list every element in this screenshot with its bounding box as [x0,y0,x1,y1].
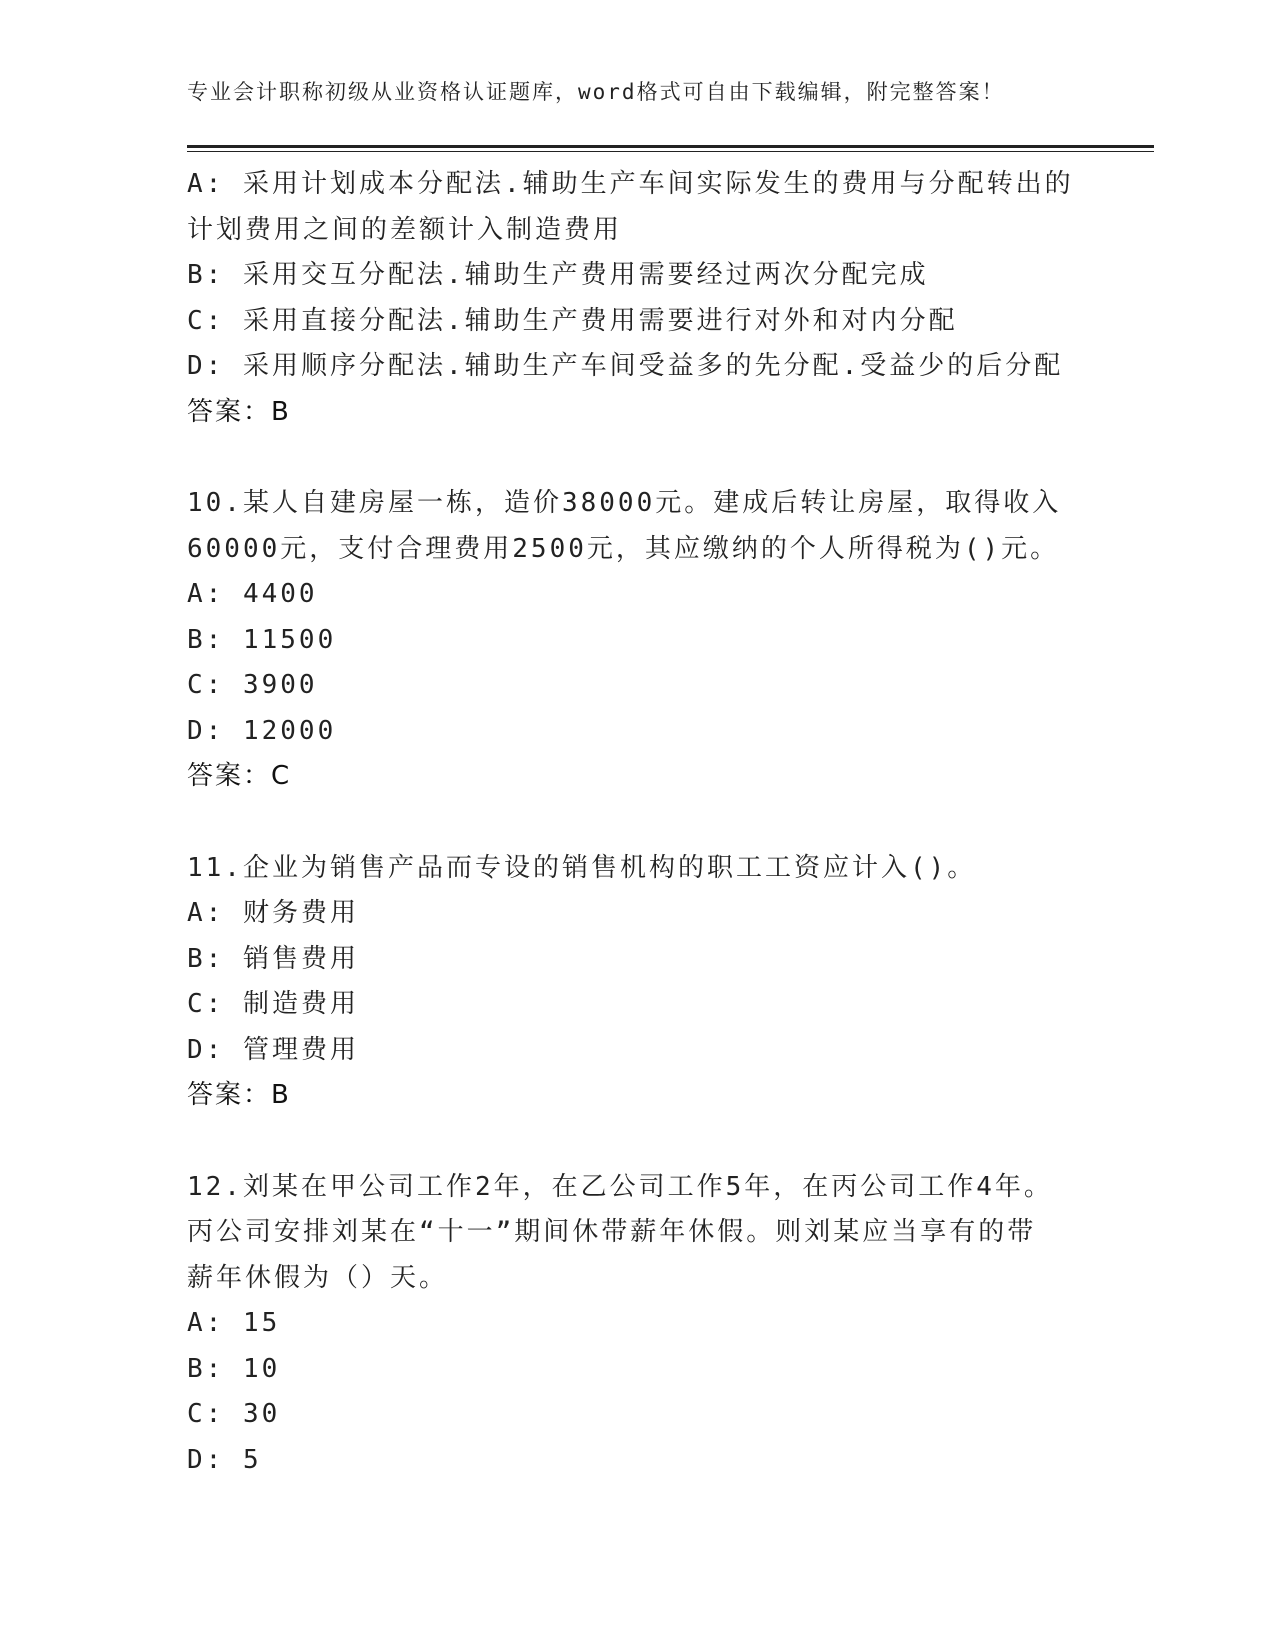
option-a: A: 15 [187,1308,281,1338]
spacer [187,1119,1087,1165]
question-stem-line-3: 薪年休假为（）天。 [187,1262,449,1293]
option-d: D: 12000 [187,715,337,746]
option-a-line-2: 计划费用之间的差额计入制造费用 [187,214,623,245]
option-a-line-1: A: 采用计划成本分配法.辅助生产车间实际发生的费用与分配转出的 [187,169,1074,199]
question-11 [187,846,1087,1119]
answer: 答案：C [187,761,292,791]
option-b: B: 销售费用 [187,943,359,974]
question-stem: 11.企业为销售产品而专设的销售机构的职工工资应计入()。 [187,852,977,883]
question-stem-line-2: 丙公司安排刘某在“十一”期间休带薪年休假。则刘某应当享有的带 [187,1217,1037,1247]
answer: 答案：B [187,396,291,427]
header-rule-thick [187,145,1154,148]
question-stem-line-1: 10.某人自建房屋一栋，造价38000元。建成后转让房屋，取得收入 [187,488,1062,518]
answer: 答案：B [187,1080,291,1110]
spacer [187,435,1087,481]
option-c: C: 3900 [187,670,318,700]
page-header: 专业会计职称初级从业资格认证题库，word格式可自由下载编辑，附完整答案！ [187,80,1005,104]
option-d: D: 管理费用 [187,1034,359,1065]
option-d: D: 采用顺序分配法.辅助生产车间受益多的先分配.受益少的后分配 [187,351,1064,381]
question-stem-line-2: 60000元，支付合理费用2500元，其应缴纳的个人所得税为()元。 [187,533,1060,564]
question-9 [187,162,1087,435]
question-10 [187,481,1087,800]
question-12 [187,1165,1087,1484]
question-content [187,162,1087,1483]
option-d: D: 5 [187,1444,262,1475]
question-stem-line-1: 12.刘某在甲公司工作2年，在乙公司工作5年，在丙公司工作4年。 [187,1171,1053,1202]
option-a: A: 财务费用 [187,898,359,928]
option-c: C: 30 [187,1399,281,1429]
option-b: B: 10 [187,1353,281,1384]
spacer [187,800,1087,846]
header-rule-thin [187,151,1154,152]
option-b: B: 采用交互分配法.辅助生产费用需要经过两次分配完成 [187,260,929,290]
option-c: C: 采用直接分配法.辅助生产费用需要进行对外和对内分配 [187,305,958,336]
option-b: B: 11500 [187,624,337,655]
option-a: A: 4400 [187,579,318,609]
option-c: C: 制造费用 [187,989,359,1019]
